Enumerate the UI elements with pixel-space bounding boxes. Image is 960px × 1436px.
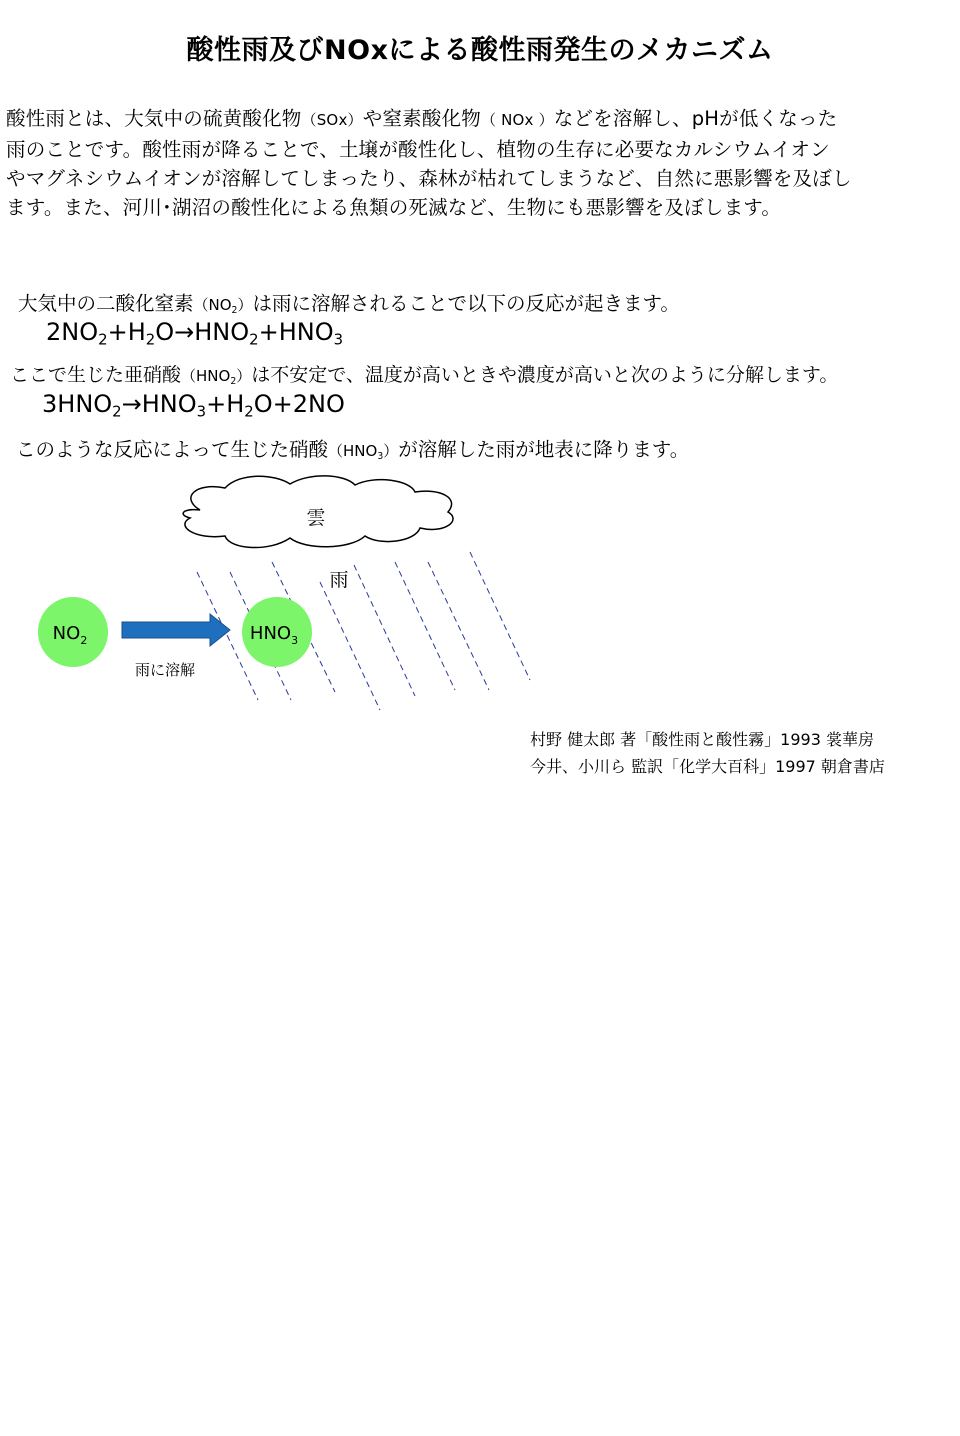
formula: ） [383,442,399,460]
reaction-text-1 [18,288,680,316]
rain-streak [428,562,489,690]
text: は不安定で、温度が高いときや濃度が高いと次のように分解します。 [251,364,839,386]
intro-text: 酸性雨とは、大気中の硫黄酸化物 [6,107,302,130]
eq-term: 3HNO [42,390,113,418]
rain-streak [395,562,455,690]
subscript: 2 [98,330,108,349]
subscript: 2 [231,304,238,316]
eq-term: →HNO [121,390,197,418]
hno3-text: HNO [249,623,292,644]
intro-text: が低くなった [719,107,838,130]
formula: （HNO [181,367,231,385]
no2-subscript: 2 [80,634,88,647]
reference-item: 今井、小川ら 監訳「化学大百科」1997 朝倉書店 [530,757,885,776]
rain-label: 雨 [329,569,349,591]
text: が溶解した雨が地表に降ります。 [398,438,690,461]
text: ここで生じた亜硝酸 [10,364,182,386]
text: は雨に溶解されることで以下の反応が起きます。 [252,292,680,315]
arrow-label: 雨に溶解 [134,661,196,679]
hno3-subscript: 3 [291,634,299,647]
intro-line-2: 雨のことです。酸性雨が降ることで、土壌が酸性化し、植物の生存に必要なカルシウムイオン [6,138,830,161]
intro-line-1 [6,104,954,135]
intro-text: などを溶解し、 [553,107,692,130]
text: 大気中の二酸化窒素 [18,292,194,315]
sox-label: （SOx） [301,111,363,129]
subscript: 3 [333,330,344,349]
equation-2 [42,390,345,421]
formula: （NO [193,296,232,314]
no2-text: NO [52,623,81,644]
ph-label: pH [691,107,720,130]
hno3-label [250,623,298,647]
subscript: 2 [230,375,237,387]
reference-item: 村野 健太郎 著「酸性雨と酸性霧」1993 裳華房 [530,730,874,749]
intro-paragraph [6,104,954,222]
references [530,726,885,780]
eq-term: +H [107,318,146,346]
subscript: 3 [196,402,207,421]
formula: ） [237,296,253,314]
page-title: 酸性雨及びNOxによる酸性雨発生のメカニズム [186,35,774,66]
subscript: 2 [244,402,254,421]
formula: （HNO [328,442,378,460]
arrow-right-icon [122,614,230,646]
acid-rain-diagram [0,470,560,720]
text: このような反応によって生じた硝酸 [16,438,329,461]
subscript: 2 [249,330,259,349]
subscript: 2 [145,330,156,349]
eq-term: O+2NO [253,390,345,418]
eq-term: 2NO [46,318,99,346]
intro-line-3: やマグネシウムイオンが溶解してしまったり、森林が枯れてしまうなど、自然に悪影響を及ぼし [6,167,852,190]
equation-1 [46,318,344,349]
eq-term: +H [206,390,245,418]
nox-label: （ NOx ） [480,111,554,129]
eq-term: +HNO [258,318,334,346]
rain-streak [320,582,380,710]
intro-text: や窒素酸化物 [362,107,481,130]
subscript: 2 [112,402,122,421]
cloud-label: 雲 [306,507,326,529]
intro-line-4: ます。また、河川･湖沼の酸性化による魚類の死滅など、生物にも悪影響を及ぼします。 [6,196,782,219]
eq-term: O→HNO [155,318,250,346]
subscript: 3 [377,450,384,462]
reaction-text-2 [10,360,838,387]
rain-streak [470,552,530,680]
reaction-text-3 [16,434,689,462]
formula: ） [236,367,252,385]
